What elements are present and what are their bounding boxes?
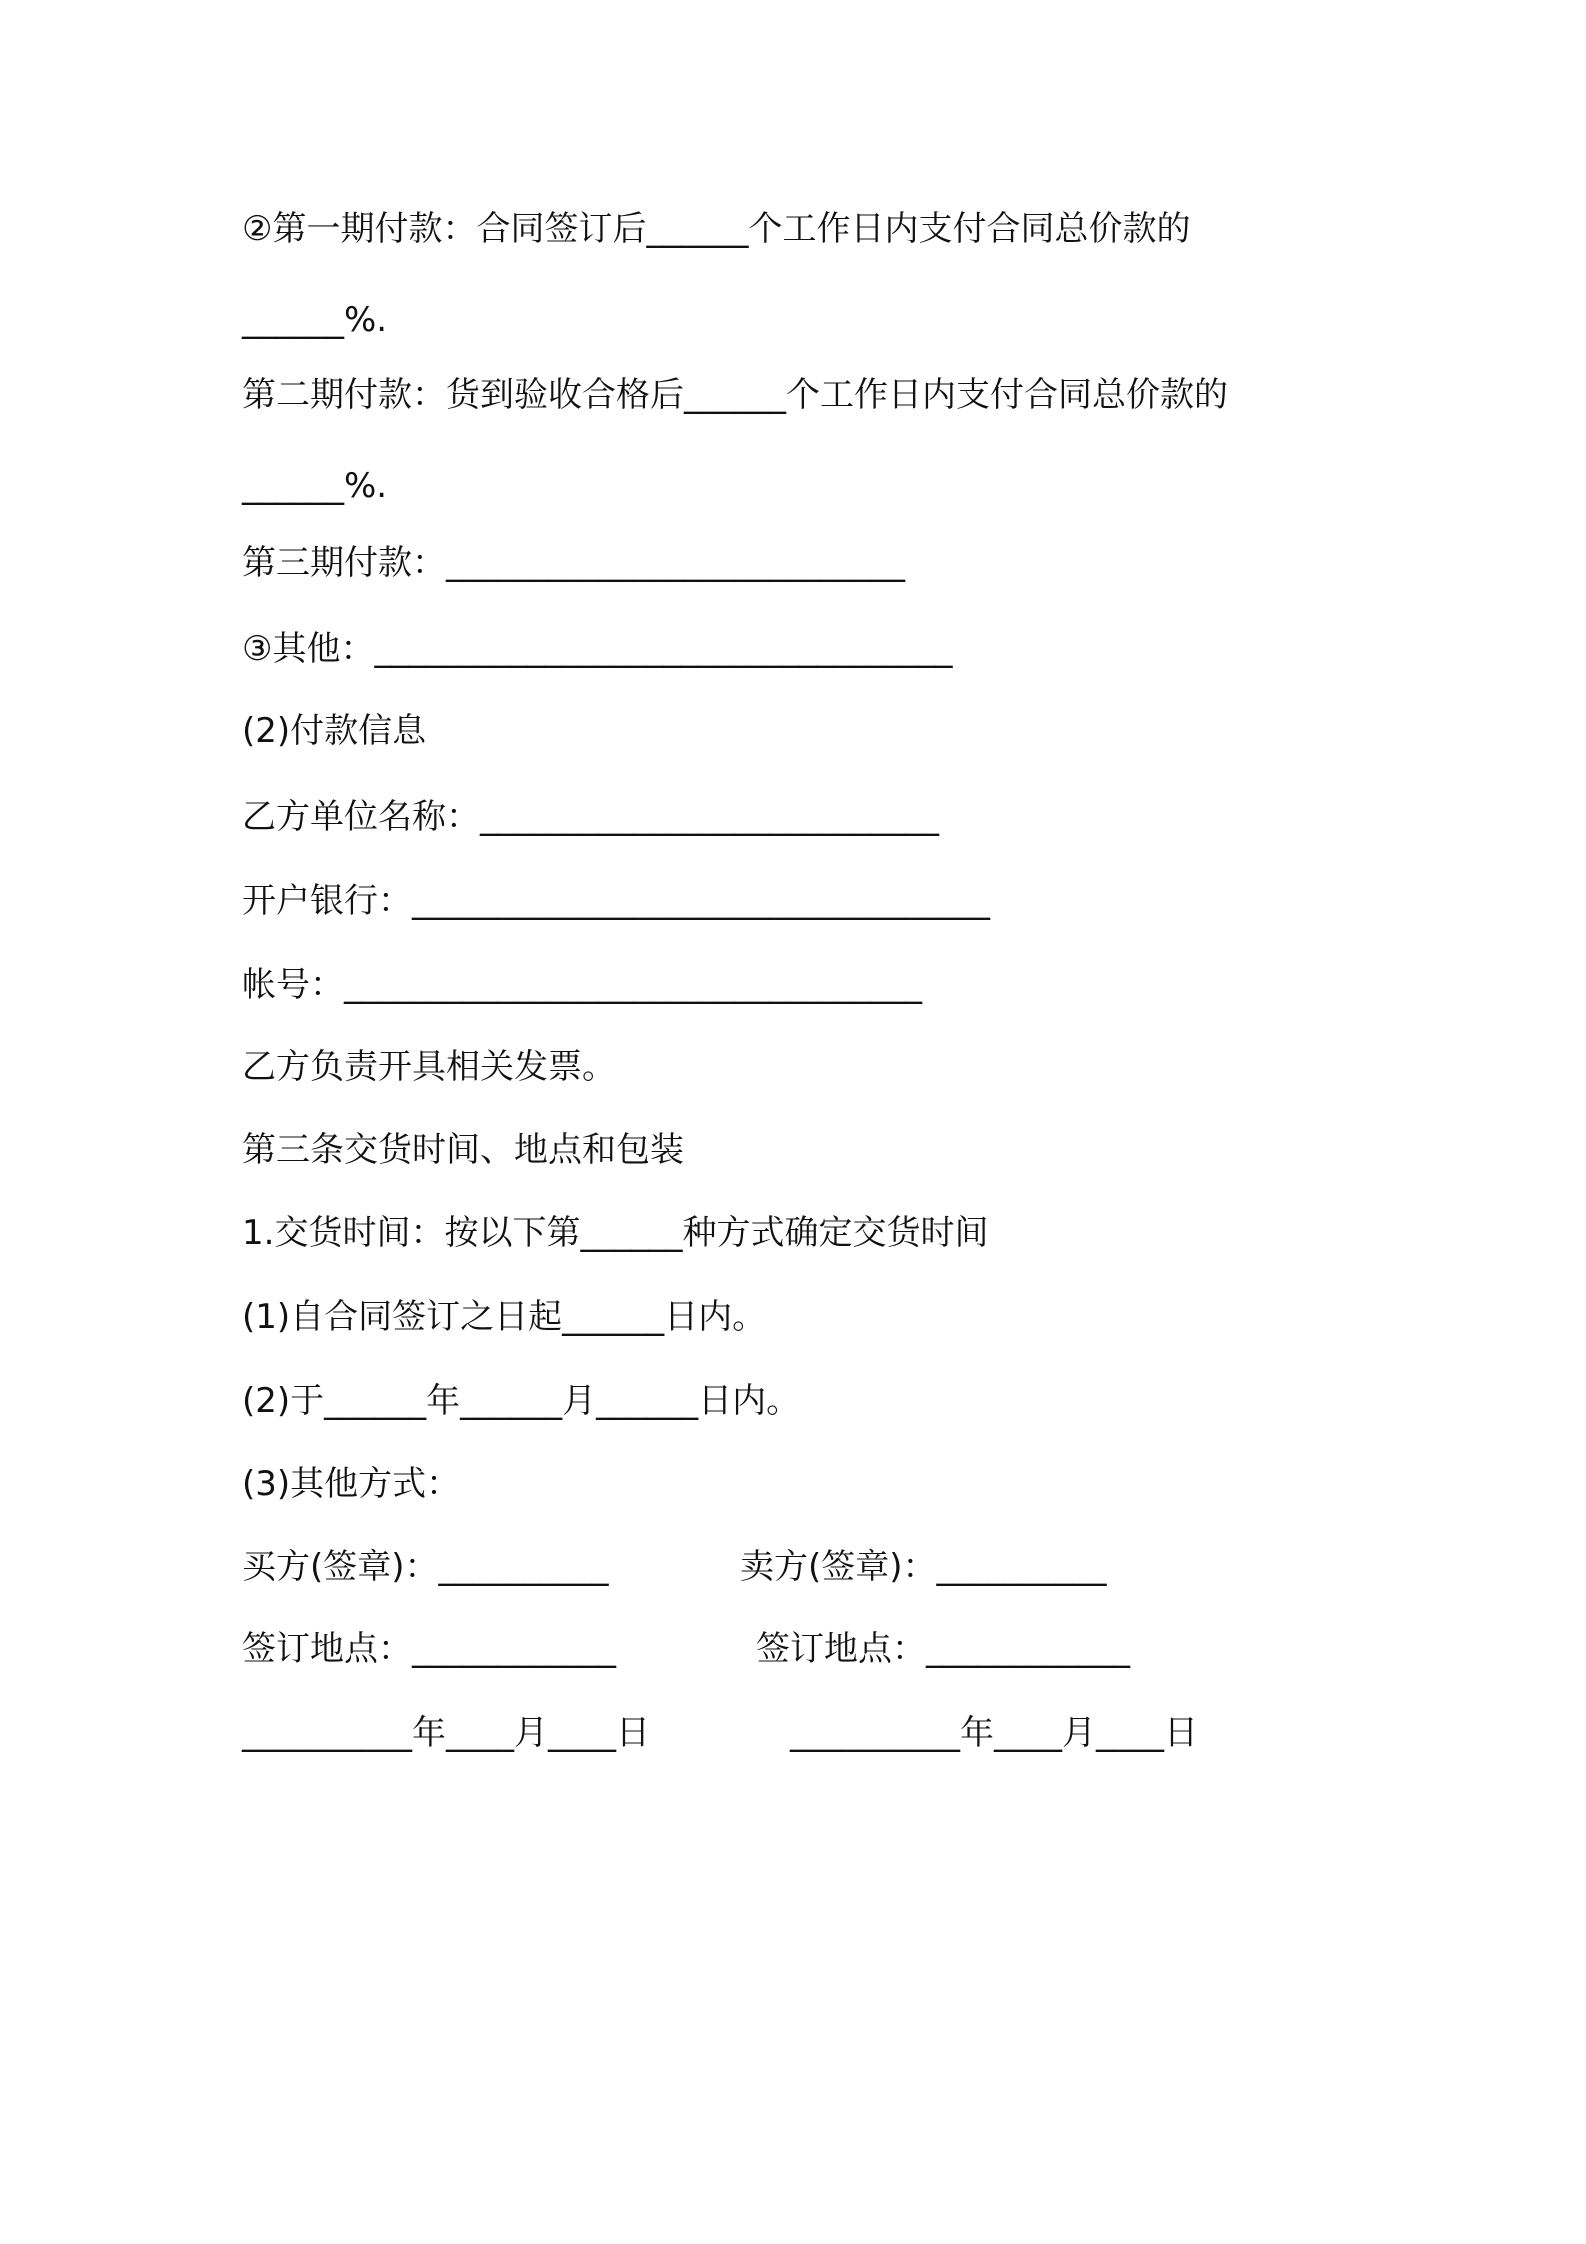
bank-line: 开户银行：__________________________________ xyxy=(242,881,990,921)
first-payment-line: ②第一期付款：合同签订后______个工作日内支付合同总价款的 xyxy=(242,209,1191,249)
seller-seal-line: 卖方(签章)：__________ xyxy=(740,1547,1107,1587)
second-payment-percent-line: ______%. xyxy=(242,466,388,506)
buyer-place-line: 签订地点：____________ xyxy=(242,1629,616,1669)
third-payment-line: 第三期付款：___________________________ xyxy=(242,543,905,583)
article-three-heading: 第三条交货时间、地点和包装 xyxy=(242,1130,684,1170)
buyer-seal-line: 买方(签章)：__________ xyxy=(242,1547,609,1587)
delivery-time-line: 1.交货时间：按以下第______种方式确定交货时间 xyxy=(242,1213,989,1253)
delivery-option-2: (2)于______年______月______日内。 xyxy=(242,1381,801,1421)
invoice-line: 乙方负责开具相关发票。 xyxy=(242,1047,616,1087)
other-payment-line: ③其他：__________________________________ xyxy=(242,629,953,669)
seller-date-line: __________年____月____日 xyxy=(790,1713,1198,1753)
payment-info-heading: (2)付款信息 xyxy=(242,711,427,751)
delivery-option-1: (1)自合同签订之日起______日内。 xyxy=(242,1297,767,1337)
first-payment-percent-line: ______%. xyxy=(242,300,388,340)
seller-place-line: 签订地点：____________ xyxy=(756,1629,1130,1669)
party-b-name-line: 乙方单位名称：___________________________ xyxy=(242,797,939,837)
second-payment-line: 第二期付款：货到验收合格后______个工作日内支付合同总价款的 xyxy=(242,375,1228,415)
account-line: 帐号：__________________________________ xyxy=(242,965,922,1005)
delivery-option-3: (3)其他方式： xyxy=(242,1464,461,1504)
buyer-date-line: __________年____月____日 xyxy=(242,1713,650,1753)
